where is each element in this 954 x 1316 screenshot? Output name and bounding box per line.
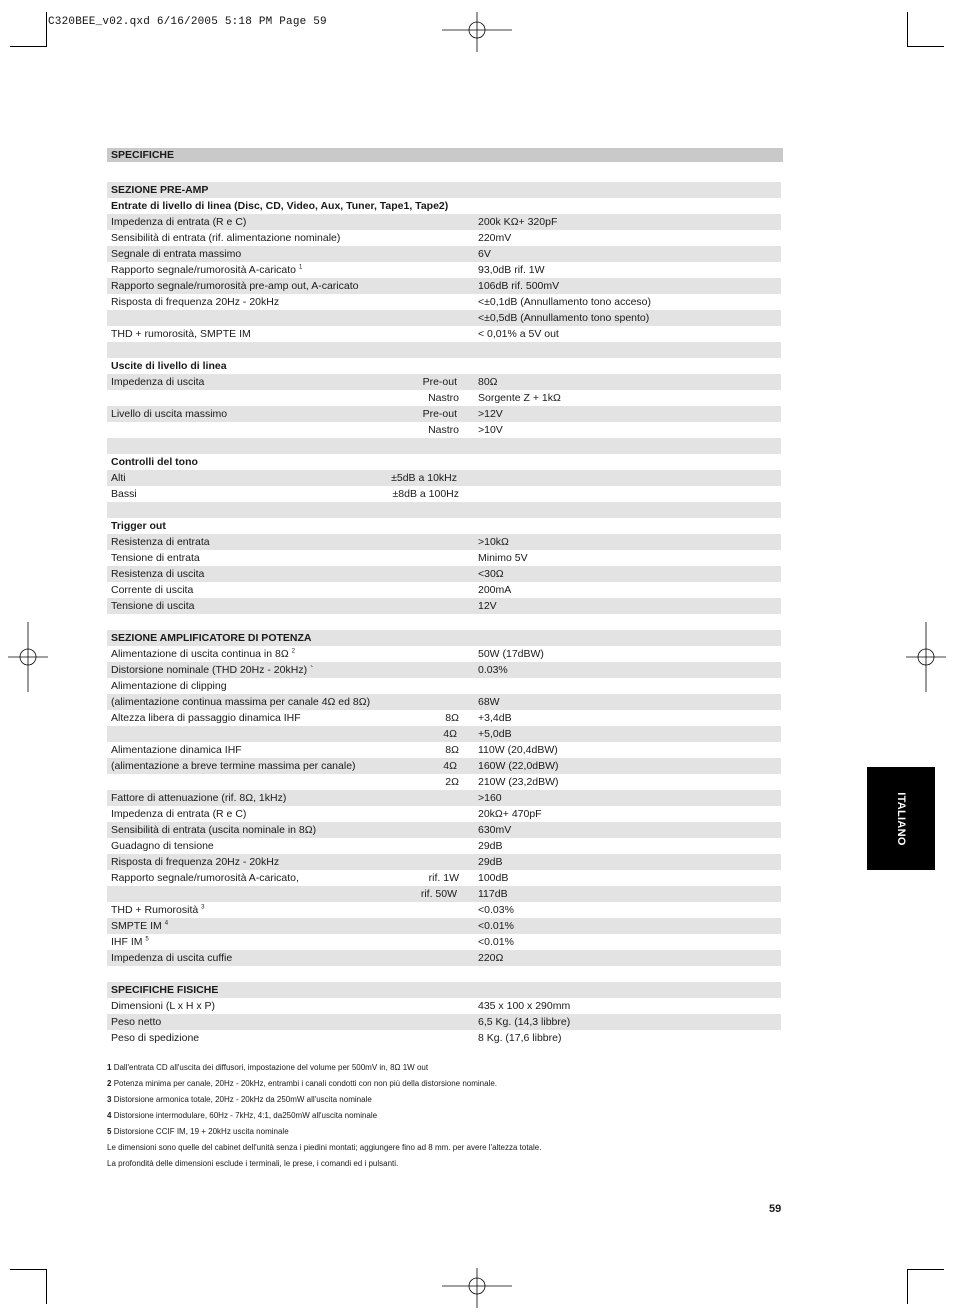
spec-value: 200k KΩ+ 320pF [478, 216, 558, 228]
spec-row [107, 230, 783, 246]
spec-row [107, 470, 781, 486]
spec-value: 29dB [478, 840, 503, 852]
spec-label: Alimentazione di clipping [111, 680, 227, 692]
spec-row [107, 854, 781, 870]
spec-blank-row [107, 966, 783, 982]
footnote [107, 1159, 787, 1175]
spec-value: >160 [478, 792, 502, 804]
footnote [107, 1127, 787, 1143]
spec-label: (alimentazione a breve termine massima per canale) [111, 760, 356, 772]
spec-value: 6,5 Kg. (14,3 libbre) [478, 1016, 571, 1028]
spec-value: 110W (20,4dBW) [478, 744, 558, 756]
spec-section-row [107, 982, 781, 998]
spec-value: <0.01% [478, 920, 514, 932]
spec-row [107, 1014, 781, 1030]
spec-label: Rapporto segnale/rumorosità A-caricato $^1$ [111, 264, 303, 276]
spec-value: 630mV [478, 824, 512, 836]
spec-condition: 4Ω [443, 760, 457, 772]
spec-row [107, 262, 783, 278]
spec-value: 68W [478, 696, 500, 708]
spec-label: THD + Rumorosità $^3$ [111, 904, 205, 916]
spec-row [107, 870, 783, 886]
spec-row [107, 486, 783, 502]
spec-label: Alimentazione dinamica IHF [111, 744, 242, 756]
spec-label: Impedenza di entrata (R e C) [111, 216, 247, 228]
spec-condition: 2Ω [445, 776, 459, 788]
spec-value: >12V [478, 408, 503, 420]
footnote [107, 1143, 787, 1159]
spec-section-row [107, 182, 781, 198]
spec-row [107, 918, 781, 934]
spec-condition: 8Ω [445, 712, 459, 724]
footnote-number: 3 [107, 1095, 112, 1104]
footnote-text: Le dimensioni sono quelle del cabinet dell'unità senza i piedini montati; aggiungere fino ad 8 mm. per avere l'altezza totale. [107, 1143, 542, 1152]
language-tab [867, 767, 935, 870]
spec-condition: ±5dB a 10kHz [391, 472, 457, 484]
spec-value: 160W (22,0dBW) [478, 760, 559, 772]
spec-condition: Pre-out [422, 376, 457, 388]
spec-value: 220mV [478, 232, 512, 244]
spec-row [107, 662, 781, 678]
spec-label: Tensione di entrata [111, 552, 200, 564]
spec-blank-row [107, 342, 781, 358]
spec-row [107, 326, 783, 342]
footnote-ref: 1 [298, 264, 303, 271]
spec-value: 435 x 100 x 290mm [478, 1000, 571, 1012]
spec-label: Sensibilità di entrata (rif. alimentazione nominale) [111, 232, 341, 244]
spec-value: <±0,1dB (Annullamento tono acceso) [478, 296, 651, 308]
spec-label: Entrate di livello di linea (Disc, CD, Video, Aux, Tuner, Tape1, Tape2) [111, 200, 449, 212]
spec-label: Segnale di entrata massimo [111, 248, 242, 260]
footnote-text: La profondità delle dimensioni esclude i terminali, le prese, i comandi ed i pulsanti. [107, 1159, 399, 1168]
spec-row [107, 246, 781, 262]
spec-label: Altezza libera di passaggio dinamica IHF [111, 712, 301, 724]
spec-row [107, 310, 781, 326]
spec-label: Impedenza di uscita cuffie [111, 952, 233, 964]
spec-row [107, 550, 783, 566]
spec-value: Sorgente Z + 1kΩ [478, 392, 561, 404]
spec-value: 117dB [478, 888, 508, 900]
spec-row [107, 758, 781, 774]
spec-row [107, 774, 783, 790]
registration-mark-right [906, 622, 946, 692]
spec-row [107, 406, 781, 422]
spec-row [107, 422, 783, 438]
spec-label: SPECIFICHE FISICHE [111, 984, 219, 996]
spec-row [107, 646, 783, 662]
footnote [107, 1111, 787, 1127]
spec-label: Rapporto segnale/rumorosità A-caricato, [111, 872, 299, 884]
footnote-number: 1 [107, 1063, 112, 1072]
spec-label: IHF IM $^5$ [111, 936, 149, 948]
footnote-text: Dall'entrata CD all'uscita dei diffusori, impostazione del volume per 500mV in, 8Ω 1W out [113, 1063, 429, 1072]
spec-label: Fattore di attenuazione (rif. 8Ω, 1kHz) [111, 792, 287, 804]
footnote-number: 4 [107, 1111, 112, 1120]
spec-label: Impedenza di uscita [111, 376, 205, 388]
spec-row [107, 1030, 783, 1046]
spec-label: Uscite di livello di linea [111, 360, 227, 372]
spec-value: 6V [478, 248, 491, 260]
spec-value: <0.01% [478, 936, 514, 948]
spec-row [107, 278, 781, 294]
footnote-number: 5 [107, 1127, 112, 1136]
spec-label: Guadagno di tensione [111, 840, 214, 852]
spec-row [107, 390, 783, 406]
spec-label: Bassi [111, 488, 137, 500]
spec-label: Impedenza di entrata (R e C) [111, 808, 247, 820]
spec-row [107, 806, 783, 822]
spec-label: (alimentazione continua massima per canale 4Ω ed 8Ω) [111, 696, 371, 708]
spec-label: THD + rumorosità, SMPTE IM [111, 328, 251, 340]
spec-value: <±0,5dB (Annullamento tono spento) [478, 312, 650, 324]
spec-label: Rapporto segnale/rumorosità pre-amp out, A-caricato [111, 280, 359, 292]
spec-row [107, 694, 781, 710]
spec-label: Corrente di uscita [111, 584, 194, 596]
spec-row [107, 998, 783, 1014]
spec-value: 93,0dB rif. 1W [478, 264, 545, 276]
spec-label: Risposta di frequenza 20Hz - 20kHz [111, 856, 280, 868]
spec-row [107, 934, 783, 950]
footnote-ref: 4 [164, 920, 169, 927]
spec-value: <30Ω [478, 568, 504, 580]
spec-condition: 8Ω [445, 744, 459, 756]
spec-subsection-row [107, 358, 783, 374]
spec-label: Tensione di uscita [111, 600, 195, 612]
registration-mark-left [8, 622, 48, 692]
spec-value: 8 Kg. (17,6 libbre) [478, 1032, 562, 1044]
spec-condition: ±8dB a 100Hz [392, 488, 459, 500]
spec-value: 100dB [478, 872, 509, 884]
spec-spacer-row [107, 162, 783, 182]
spec-value: < 0,01% a 5V out [478, 328, 559, 340]
spec-label: Risposta di frequenza 20Hz - 20kHz [111, 296, 280, 308]
spec-row [107, 534, 781, 550]
footnote-text: Distorsione CCIF IM, 19 + 20kHz uscita nominale [113, 1127, 289, 1136]
spec-row [107, 726, 781, 742]
printer-slug: C320BEE_v02.qxd 6/16/2005 5:18 PM Page 59 [48, 16, 327, 28]
spec-label: Resistenza di uscita [111, 568, 205, 580]
spec-value: 12V [478, 600, 497, 612]
spec-subsection-row [107, 518, 783, 534]
spec-section-row [107, 630, 781, 646]
spec-label: Alimentazione di uscita continua in 8Ω $^2$ [111, 648, 295, 660]
spec-label: Sensibilità di entrata (uscita nominale in 8Ω) [111, 824, 317, 836]
spec-label: Peso netto [111, 1016, 162, 1028]
spec-value: 0.03% [478, 664, 508, 676]
footnote-text: Potenza minima per canale, 20Hz - 20kHz, entrambi i canali condotti con non più della distorsione nominale. [113, 1079, 498, 1088]
spec-row [107, 886, 781, 902]
spec-row [107, 598, 781, 614]
spec-condition: Pre-out [422, 408, 457, 420]
spec-label: Resistenza di entrata [111, 536, 210, 548]
spec-label: SMPTE IM $^4$ [111, 920, 169, 932]
spec-row [107, 566, 781, 582]
spec-label: Controlli del tono [111, 456, 198, 468]
footnote-ref: 2 [291, 648, 295, 655]
spec-label: SPECIFICHE [111, 149, 175, 161]
footnote [107, 1079, 787, 1095]
footnote-text: Distorsione intermodulare, 60Hz - 7kHz, 4:1, da250mW all'uscita nominale [113, 1111, 378, 1120]
spec-condition: rif. 50W [420, 888, 457, 900]
spec-value: >10kΩ [478, 536, 509, 548]
spec-value: 29dB [478, 856, 503, 868]
footnote-text: Distorsione armonica totale, 20Hz - 20kHz da 250mW all'uscita nominale [113, 1095, 372, 1104]
spec-row [107, 294, 783, 310]
page-number: 59 [769, 1203, 782, 1215]
spec-condition: Nastro [428, 392, 459, 404]
spec-condition: rif. 1W [428, 872, 459, 884]
spec-subsection-row [107, 198, 783, 214]
registration-mark-bottom [442, 1268, 512, 1308]
spec-value: 220Ω [478, 952, 504, 964]
spec-label: Alti [111, 472, 126, 484]
spec-label: Livello di uscita massimo [111, 408, 228, 420]
footnote [107, 1095, 787, 1111]
spec-blank-row [107, 438, 781, 454]
spec-value: 80Ω [478, 376, 498, 388]
spec-header-row [107, 148, 783, 162]
spec-row [107, 790, 781, 806]
spec-row [107, 822, 781, 838]
footnote-number: 2 [107, 1079, 112, 1088]
spec-value: +5,0dB [478, 728, 512, 740]
spec-row [107, 710, 783, 726]
spec-row [107, 742, 783, 758]
spec-row [107, 582, 783, 598]
spec-label: Distorsione nominale (THD 20Hz - 20kHz) ` [111, 664, 314, 676]
spec-label: Peso di spedizione [111, 1032, 200, 1044]
spec-value: >10V [478, 424, 503, 436]
footnote [107, 1063, 787, 1079]
spec-blank-row [107, 614, 783, 630]
spec-blank-row [107, 502, 781, 518]
spec-condition: Nastro [428, 424, 459, 436]
footnote-ref: 3 [201, 904, 205, 911]
spec-subsection-row [107, 454, 783, 470]
spec-row [107, 838, 783, 854]
spec-value: 210W (23,2dBW) [478, 776, 559, 788]
spec-label: SEZIONE AMPLIFICATORE DI POTENZA [111, 632, 312, 644]
spec-value: 106dB rif. 500mV [478, 280, 560, 292]
spec-row [107, 950, 781, 966]
spec-condition: 4Ω [443, 728, 457, 740]
spec-value: +3,4dB [478, 712, 512, 724]
spec-value: <0.03% [478, 904, 514, 916]
registration-mark-top [442, 12, 512, 52]
spec-row [107, 678, 783, 694]
spec-row [107, 214, 781, 230]
footnote-ref: 5 [145, 936, 149, 943]
spec-value: 200mA [478, 584, 512, 596]
specifications-table [107, 148, 783, 1046]
spec-value: Minimo 5V [478, 552, 528, 564]
spec-label: Trigger out [111, 520, 166, 532]
footnotes [107, 1063, 787, 1175]
spec-label: SEZIONE PRE-AMP [111, 184, 209, 196]
language-tab-label: ITALIANO [895, 791, 907, 846]
spec-value: 20kΩ+ 470pF [478, 808, 542, 820]
spec-row [107, 374, 781, 390]
spec-value: 50W (17dBW) [478, 648, 544, 660]
spec-label: Dimensioni (L x H x P) [111, 1000, 216, 1012]
spec-row [107, 902, 783, 918]
